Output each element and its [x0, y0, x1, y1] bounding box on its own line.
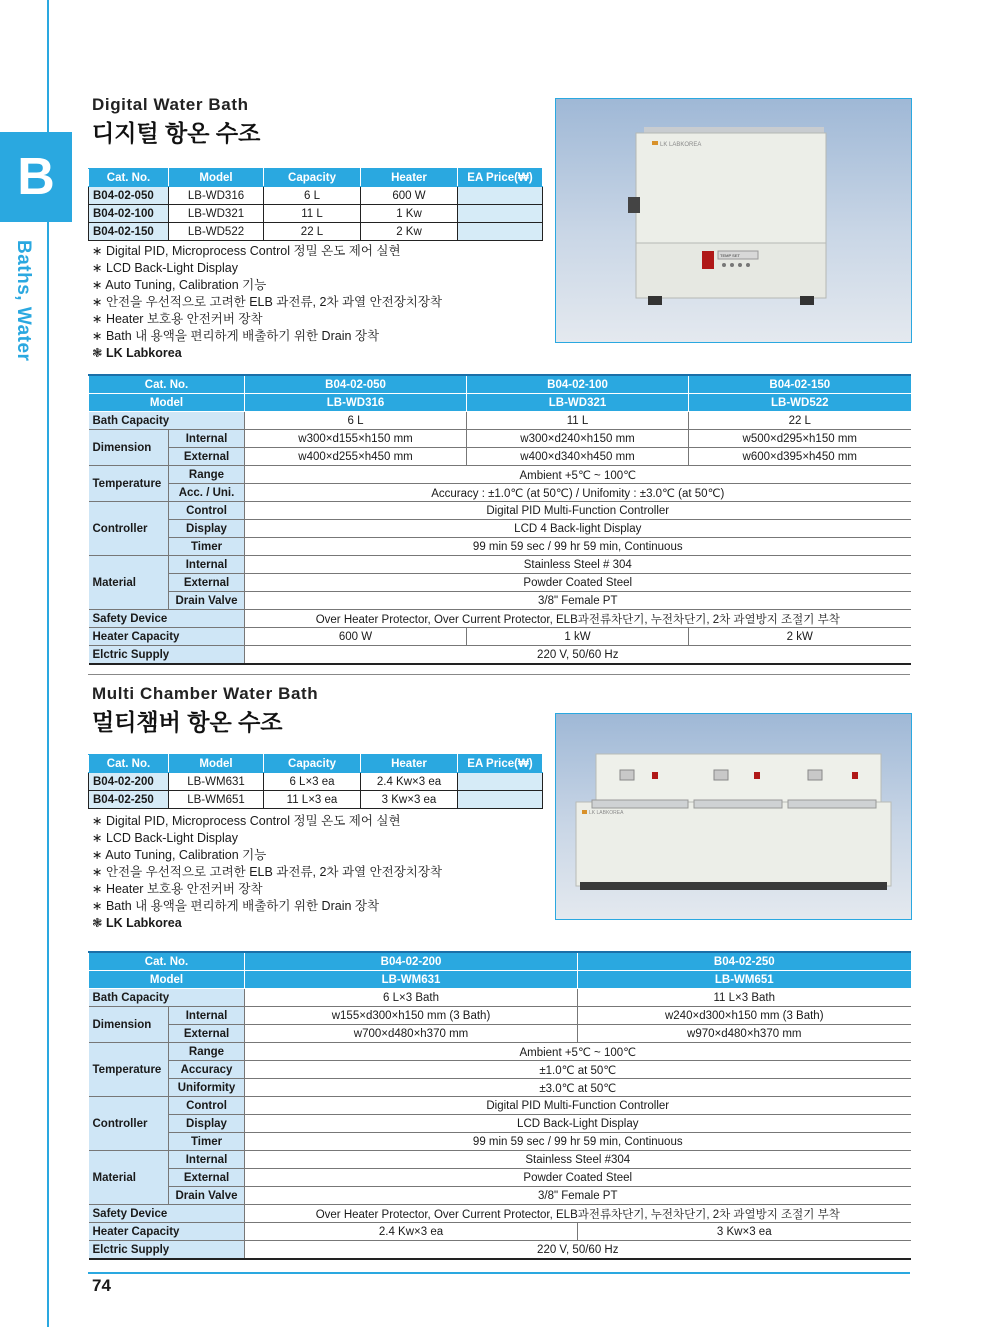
- heater: 2.4 Kw×3 ea: [361, 773, 458, 791]
- spec-value: 600 W: [245, 628, 467, 646]
- heater: 2 Kw: [361, 223, 458, 241]
- capacity: 6 L×3 ea: [264, 773, 361, 791]
- spec-value: w700×d480×h370 mm: [245, 1025, 578, 1043]
- spec-value: 220 V, 50/60 Hz: [245, 646, 911, 665]
- spec-value: Stainless Steel #304: [245, 1151, 911, 1169]
- price: [458, 791, 543, 809]
- table-row: [89, 989, 911, 1007]
- spec-header: Cat. No.: [89, 952, 245, 971]
- spec-label: Elctric Supply: [89, 646, 245, 665]
- spec-sublabel: External: [169, 574, 245, 592]
- spec-sublabel: Range: [169, 466, 245, 484]
- spec-value: w300×d240×h150 mm: [467, 430, 689, 448]
- spec-sublabel: External: [169, 1025, 245, 1043]
- list-item: ∗ LCD Back-Light Display: [92, 831, 238, 845]
- table-row: [89, 520, 911, 538]
- page-number: 74: [92, 1276, 111, 1295]
- spec-label: Bath Capacity: [89, 412, 245, 430]
- spec-value: Powder Coated Steel: [245, 574, 911, 592]
- model: LB-WM631: [169, 773, 264, 791]
- capacity: 11 L×3 ea: [264, 791, 361, 809]
- order-header: Capacity: [264, 169, 361, 187]
- table-row: [89, 1115, 911, 1133]
- spec-value: w400×d255×h450 mm: [245, 448, 467, 466]
- spec-header-row: [89, 971, 911, 989]
- cat-no: B04-02-200: [89, 773, 169, 791]
- spec-sublabel: Internal: [169, 430, 245, 448]
- table-row: [89, 1061, 911, 1079]
- spec-sublabel: Drain Valve: [169, 1187, 245, 1205]
- spec-label: Material: [89, 1151, 169, 1205]
- order-header-row: [89, 169, 543, 187]
- list-item: ∗ 안전을 우선적으로 고려한 ELB 과전류, 2차 과열 안전장치장착: [92, 295, 443, 309]
- spec-header: B04-02-050: [245, 375, 467, 394]
- spec-label: Temperature: [89, 1043, 169, 1097]
- spec-label: Bath Capacity: [89, 989, 245, 1007]
- table-row: [89, 646, 911, 665]
- bath1-product-photo: [555, 98, 912, 343]
- section-divider: [88, 674, 910, 675]
- photo-display-text: TEMP SET: [720, 253, 740, 258]
- section-tab: B: [0, 132, 72, 222]
- section-side-label-text: Baths, Water: [13, 240, 34, 362]
- cat-no: B04-02-150: [89, 223, 169, 241]
- spec-sublabel: Internal: [169, 1007, 245, 1025]
- table-row: [89, 430, 911, 448]
- table-row: [89, 1097, 911, 1115]
- spec-value: 99 min 59 sec / 99 hr 59 min, Continuous: [245, 538, 911, 556]
- spec-sublabel: Timer: [169, 538, 245, 556]
- spec-value: Over Heater Protector, Over Current Protector, ELB과전류차단기, 누전차단기, 2차 과열방지 조절기 부착: [245, 610, 911, 628]
- section-side-label: [12, 240, 42, 380]
- spec-header: Model: [89, 394, 245, 412]
- spec-label: Safety Device: [89, 610, 245, 628]
- spec-value: w155×d300×h150 mm (3 Bath): [245, 1007, 578, 1025]
- spec-value: LCD 4 Back-light Display: [245, 520, 911, 538]
- spec-header: LB-WM651: [578, 971, 911, 989]
- spec-value: 6 L: [245, 412, 467, 430]
- spec-header-row: [89, 375, 911, 394]
- table-row: [89, 1151, 911, 1169]
- spec-label: Heater Capacity: [89, 1223, 245, 1241]
- spec-header: LB-WD316: [245, 394, 467, 412]
- order-header: Heater: [361, 755, 458, 773]
- spec-label: Temperature: [89, 466, 169, 502]
- price: [458, 205, 543, 223]
- list-item: ∗ LCD Back-Light Display: [92, 261, 238, 275]
- spec-sublabel: Display: [169, 1115, 245, 1133]
- table-row: [89, 412, 911, 430]
- spec-sublabel: Control: [169, 502, 245, 520]
- table-row: [89, 1025, 911, 1043]
- spec-header: Model: [89, 971, 245, 989]
- spec-value: 11 L×3 Bath: [578, 989, 911, 1007]
- order-header: Model: [169, 169, 264, 187]
- footer-line: [88, 1272, 910, 1274]
- bath1-feature-list: [92, 243, 442, 362]
- spec-sublabel: External: [169, 1169, 245, 1187]
- spec-value: w240×d300×h150 mm (3 Bath): [578, 1007, 911, 1025]
- spec-sublabel: Acc. / Uni.: [169, 484, 245, 502]
- model: LB-WD321: [169, 205, 264, 223]
- spec-value: 11 L: [467, 412, 689, 430]
- spec-label: Material: [89, 556, 169, 610]
- photo-brand-text: LK LABKOREA: [660, 142, 702, 148]
- spec-value: 3 Kw×3 ea: [578, 1223, 911, 1241]
- table-row: [89, 574, 911, 592]
- spec-value: ±1.0℃ at 50℃: [245, 1061, 911, 1079]
- heater: 3 Kw×3 ea: [361, 791, 458, 809]
- table-row: [89, 223, 543, 241]
- spec-label: Controller: [89, 1097, 169, 1151]
- spec-value: w970×d480×h370 mm: [578, 1025, 911, 1043]
- list-item: ∗ Heater 보호용 안전커버 장착: [92, 312, 263, 326]
- spec-value: Stainless Steel # 304: [245, 556, 911, 574]
- spec-label: Controller: [89, 502, 169, 556]
- model: LB-WD522: [169, 223, 264, 241]
- spec-value: Ambient +5℃ ~ 100℃: [245, 466, 911, 484]
- cat-no: B04-02-100: [89, 205, 169, 223]
- spec-value: 22 L: [689, 412, 911, 430]
- list-item: ∗ Digital PID, Microprocess Control 정밀 온도 제어 실현: [92, 814, 401, 828]
- price: [458, 223, 543, 241]
- spec-value: w400×d340×h450 mm: [467, 448, 689, 466]
- spec-header: B04-02-150: [689, 375, 911, 394]
- order-header: Capacity: [264, 755, 361, 773]
- spec-value: 1 kW: [467, 628, 689, 646]
- spec-sublabel: Drain Valve: [169, 592, 245, 610]
- spec-value: Accuracy : ±1.0℃ (at 50℃) / Unifomity : ±3.0℃ (at 50℃): [245, 484, 911, 502]
- order-header-row: [89, 755, 543, 773]
- spec-sublabel: Internal: [169, 556, 245, 574]
- bath1-order-table: [88, 168, 543, 241]
- table-row: [89, 1079, 911, 1097]
- table-row: [89, 1043, 911, 1061]
- spec-header: Cat. No.: [89, 375, 245, 394]
- spec-header: B04-02-200: [245, 952, 578, 971]
- spec-value: 99 min 59 sec / 99 hr 59 min, Continuous: [245, 1133, 911, 1151]
- price: [458, 773, 543, 791]
- spec-value: Digital PID Multi-Function Controller: [245, 1097, 911, 1115]
- spec-value: 2 kW: [689, 628, 911, 646]
- spec-value: 6 L×3 Bath: [245, 989, 578, 1007]
- table-row: [89, 502, 911, 520]
- order-header: EA Price(₩): [458, 755, 543, 773]
- order-header: Model: [169, 755, 264, 773]
- list-item: ∗ 안전을 우선적으로 고려한 ELB 과전류, 2차 과열 안전장치장착: [92, 865, 443, 879]
- cat-no: B04-02-050: [89, 187, 169, 205]
- capacity: 22 L: [264, 223, 361, 241]
- spec-header: LB-WD321: [467, 394, 689, 412]
- table-row: [89, 1169, 911, 1187]
- spec-value: Powder Coated Steel: [245, 1169, 911, 1187]
- bath2-product-photo: [555, 713, 912, 920]
- spec-label: Safety Device: [89, 1205, 245, 1223]
- spec-value: 3/8" Female PT: [245, 1187, 911, 1205]
- spec-header: LB-WM631: [245, 971, 578, 989]
- spec-sublabel: External: [169, 448, 245, 466]
- spec-sublabel: Range: [169, 1043, 245, 1061]
- spec-label: Dimension: [89, 430, 169, 466]
- bath2-order-table: [88, 754, 543, 809]
- table-row: [89, 1241, 911, 1260]
- table-row: [89, 1223, 911, 1241]
- table-row: [89, 610, 911, 628]
- table-row: [89, 187, 543, 205]
- spec-header-row: [89, 394, 911, 412]
- brand-label: ❃ LK Labkorea: [92, 346, 182, 360]
- table-row: [89, 1133, 911, 1151]
- model: LB-WM651: [169, 791, 264, 809]
- spec-value: ±3.0℃ at 50℃: [245, 1079, 911, 1097]
- bath1-title-ko: 디지털 항온 수조: [92, 120, 261, 146]
- cat-no: B04-02-250: [89, 791, 169, 809]
- table-row: [89, 1187, 911, 1205]
- order-header: Cat. No.: [89, 169, 169, 187]
- price: [458, 187, 543, 205]
- bath1-spec-table: [88, 374, 911, 665]
- heater: 1 Kw: [361, 205, 458, 223]
- spec-value: w500×d295×h150 mm: [689, 430, 911, 448]
- spec-label: Elctric Supply: [89, 1241, 245, 1260]
- water-bath-illustration: [556, 99, 911, 342]
- table-row: [89, 205, 543, 223]
- bath1-title-en: Digital Water Bath: [92, 95, 249, 114]
- table-row: [89, 1205, 911, 1223]
- brand-label: ❃ LK Labkorea: [92, 916, 182, 930]
- spec-value: w300×d155×h150 mm: [245, 430, 467, 448]
- order-header: Heater: [361, 169, 458, 187]
- spec-value: Over Heater Protector, Over Current Protector, ELB과전류차단기, 누전차단기, 2차 과열방지 조절기 부착: [245, 1205, 911, 1223]
- spec-sublabel: Accuracy: [169, 1061, 245, 1079]
- list-item: ∗ Digital PID, Microprocess Control 정밀 온도 제어 실현: [92, 244, 401, 258]
- spec-sublabel: Display: [169, 520, 245, 538]
- table-row: [89, 592, 911, 610]
- spec-value: 3/8" Female PT: [245, 592, 911, 610]
- list-item: ∗ Heater 보호용 안전커버 장착: [92, 882, 263, 896]
- list-item: ∗ Bath 내 용액을 편리하게 배출하기 위한 Drain 장착: [92, 899, 380, 913]
- capacity: 6 L: [264, 187, 361, 205]
- order-header: EA Price(₩): [458, 169, 543, 187]
- heater: 600 W: [361, 187, 458, 205]
- multi-chamber-bath-illustration: [556, 714, 911, 919]
- spec-header: LB-WD522: [689, 394, 911, 412]
- spec-sublabel: Control: [169, 1097, 245, 1115]
- spec-header-row: [89, 952, 911, 971]
- table-row: [89, 538, 911, 556]
- spec-header: B04-02-250: [578, 952, 911, 971]
- bath2-spec-table: [88, 951, 911, 1260]
- spec-value: w600×d395×h450 mm: [689, 448, 911, 466]
- model: LB-WD316: [169, 187, 264, 205]
- spec-header: B04-02-100: [467, 375, 689, 394]
- table-row: [89, 484, 911, 502]
- spec-sublabel: Timer: [169, 1133, 245, 1151]
- table-row: [89, 448, 911, 466]
- spec-sublabel: Internal: [169, 1151, 245, 1169]
- spec-label: Heater Capacity: [89, 628, 245, 646]
- capacity: 11 L: [264, 205, 361, 223]
- table-row: [89, 556, 911, 574]
- table-row: [89, 628, 911, 646]
- spec-label: Dimension: [89, 1007, 169, 1043]
- spec-value: Ambient +5℃ ~ 100℃: [245, 1043, 911, 1061]
- spec-value: Digital PID Multi-Function Controller: [245, 502, 911, 520]
- spec-sublabel: Uniformity: [169, 1079, 245, 1097]
- photo-brand-text: LK LABKOREA: [589, 810, 624, 816]
- table-row: [89, 791, 543, 809]
- table-row: [89, 1007, 911, 1025]
- bath2-title-en: Multi Chamber Water Bath: [92, 684, 319, 703]
- table-row: [89, 466, 911, 484]
- bath2-title-ko: 멀티챔버 항온 수조: [92, 709, 283, 735]
- spec-value: LCD Back-Light Display: [245, 1115, 911, 1133]
- bath2-feature-list: [92, 813, 442, 932]
- spec-value: 220 V, 50/60 Hz: [245, 1241, 911, 1260]
- list-item: ∗ Bath 내 용액을 편리하게 배출하기 위한 Drain 장착: [92, 329, 380, 343]
- table-row: [89, 773, 543, 791]
- list-item: ∗ Auto Tuning, Calibration 기능: [92, 848, 267, 862]
- list-item: ∗ Auto Tuning, Calibration 기능: [92, 278, 267, 292]
- spec-value: 2.4 Kw×3 ea: [245, 1223, 578, 1241]
- order-header: Cat. No.: [89, 755, 169, 773]
